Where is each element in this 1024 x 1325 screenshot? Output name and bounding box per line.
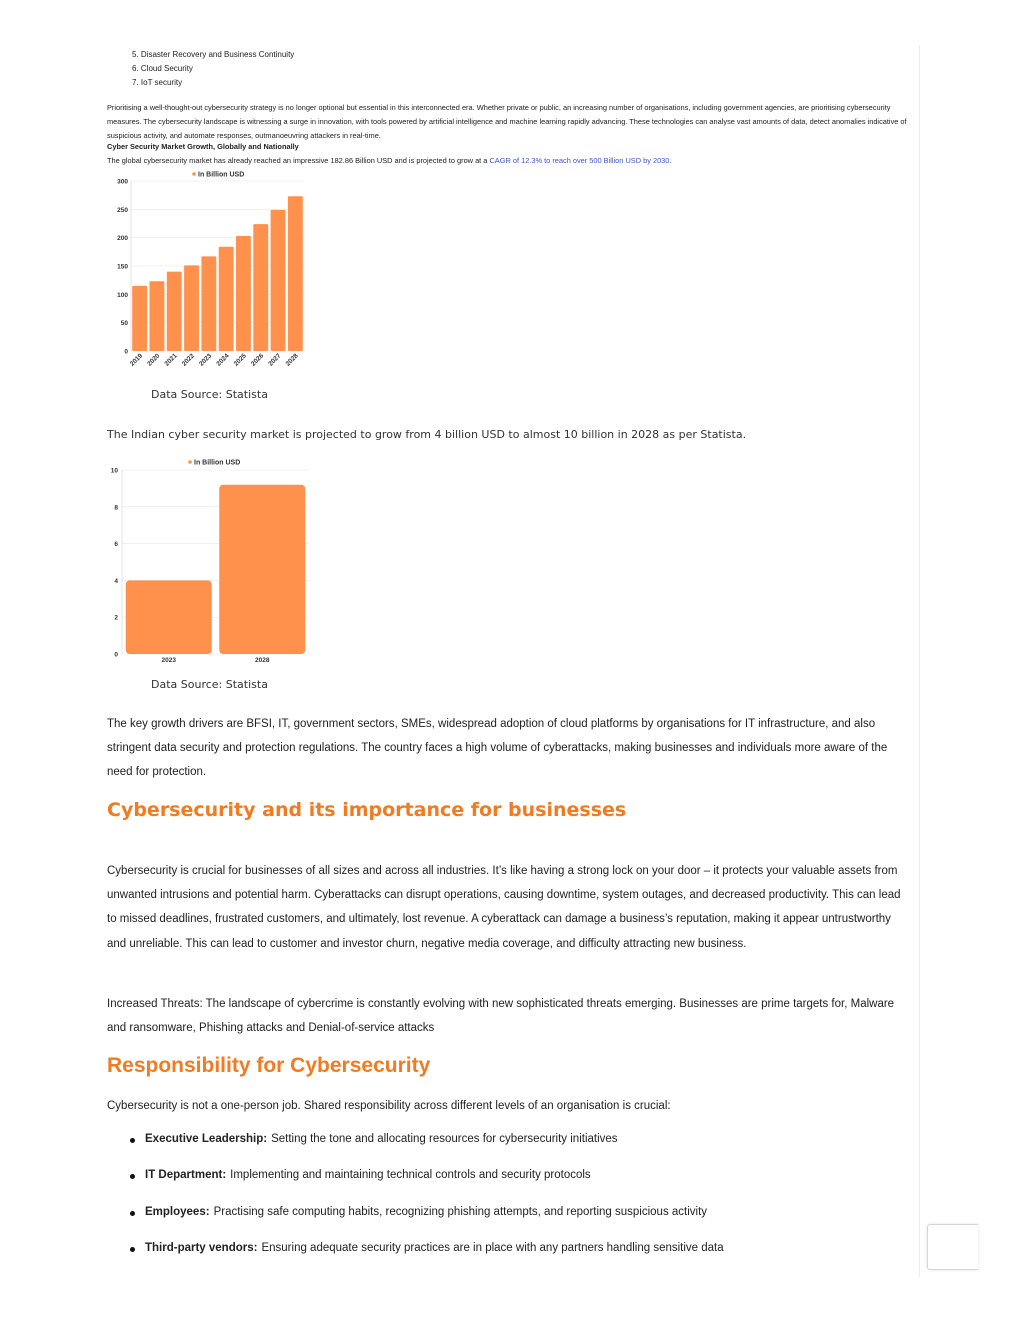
growth-drivers-paragraph: The key growth drivers are BFSI, IT, government sectors, SMEs, widespread adoption of cloud platforms by organisations for IT infrastructure, and also stringent data security and protection regulations. The country faces a high volume of cyberattacks, making businesses and individuals more aware of the need for protection. (107, 718, 888, 779)
responsibility-intro: Cybersecurity is not a one-person job. Shared responsibility across different levels of an organisation is crucial: (107, 1100, 671, 1112)
responsibility-list (128, 1133, 724, 1278)
item-title: Executive Leadership: (145, 1133, 268, 1145)
x-tick-label: 2019 (128, 352, 145, 368)
x-tick-label: 2028 (284, 352, 300, 368)
list-item (128, 1206, 724, 1242)
y-tick-label: 0 (114, 651, 118, 659)
list-item: 6. Cloud Security (132, 64, 193, 73)
item-text: Implementing and maintaining technical controls and security protocols (230, 1169, 591, 1182)
market-text-prefix: The global cybersecurity market has already reached an impressive 182.86 Billion USD and is projected to grow at a (107, 156, 490, 165)
x-tick-label: 2022 (180, 352, 196, 368)
intro-list (132, 48, 294, 90)
y-tick-label: 6 (114, 541, 118, 549)
bullet-icon (130, 1211, 135, 1216)
market-text (107, 156, 671, 166)
item-text: Ensuring adequate security practices are in place with any partners handling sensitive data (261, 1241, 724, 1254)
bar (150, 281, 165, 351)
y-tick-label: 200 (117, 235, 128, 243)
india-market-chart-svg (107, 453, 312, 668)
bullet-icon (130, 1138, 135, 1143)
x-tick-label: 2027 (267, 352, 283, 368)
list-item: 7. IoT security (132, 78, 183, 87)
data-source-caption: Data Source: Statista (151, 388, 268, 401)
importance-heading: Cybersecurity and its importance for businesses (107, 799, 627, 821)
list-item (128, 1169, 724, 1205)
list-item: 5. Disaster Recovery and Business Continuity (132, 50, 295, 59)
market-heading: Cyber Security Market Growth, Globally and Nationally (107, 142, 299, 151)
india-paragraph: The Indian cyber security market is projected to grow from 4 billion USD to almost 10 billion in 2028 as per Statista. (107, 428, 747, 441)
india-market-chart (107, 453, 312, 668)
bar (184, 265, 199, 351)
y-tick-label: 250 (117, 206, 128, 214)
cagr-link[interactable]: CAGR of 12.3% to reach over 500 Billion USD by 2030 (489, 156, 670, 165)
threats-paragraph: Increased Threats: The landscape of cybercrime is constantly evolving with new sophisticated threats emerging. Businesses are prime targets for, Malware and ransomware, Phishing attacks and Denial-of-service attacks (107, 998, 895, 1035)
bullet-icon (130, 1247, 135, 1252)
bar (132, 286, 147, 351)
item-title: IT Department: (145, 1169, 227, 1182)
y-tick-label: 8 (114, 504, 118, 512)
item-title: Third-party vendors: (145, 1241, 258, 1254)
item-text: Practising safe computing habits, recognizing phishing attempts, and reporting suspicious activity (213, 1205, 708, 1218)
bar (201, 256, 216, 351)
y-tick-label: 10 (110, 467, 118, 475)
floating-widget[interactable] (927, 1224, 978, 1270)
x-tick-label: 2028 (255, 657, 270, 664)
legend-label: In Billion USD (198, 171, 245, 179)
global-market-chart-svg (107, 166, 312, 378)
y-tick-label: 300 (117, 178, 128, 186)
bar (219, 485, 305, 654)
y-tick-label: 0 (124, 348, 128, 356)
item-text: Setting the tone and allocating resources for cybersecurity initiatives (271, 1133, 618, 1145)
data-source-caption: Data Source: Statista (151, 678, 268, 691)
bar (126, 580, 212, 654)
x-tick-label: 2020 (146, 352, 162, 368)
x-tick-label: 2024 (215, 352, 231, 368)
responsibility-heading: Responsibility for Cybersecurity (107, 1054, 431, 1077)
importance-paragraph: Cybersecurity is crucial for businesses of all sizes and across all industries. It’s like having a strong lock on your door – it protects your valuable assets from unwanted intrusions and potential harm. Cyberattacks can disrupt operations, causing downtime, system outages, and decreased productivity. This can lead to missed deadlines, frustrated customers, and ultimately, lost revenue. A cyberattack can damage a business’s reputation, making it appear untrustworthy and unreliable. This can lead to customer and investor churn, negative media coverage, and difficulty attracting new business. (107, 865, 901, 950)
legend-marker (188, 460, 192, 464)
x-tick-label: 2021 (163, 352, 179, 368)
y-tick-label: 150 (117, 263, 128, 271)
x-tick-label: 2023 (161, 657, 176, 664)
market-text-suffix: . (669, 156, 672, 165)
content-divider (919, 45, 920, 1277)
bar (271, 210, 286, 351)
x-tick-label: 2025 (232, 352, 248, 368)
list-item (128, 1242, 724, 1278)
bar (236, 236, 251, 351)
y-tick-label: 2 (114, 614, 118, 622)
bar (167, 272, 182, 351)
x-tick-label: 2023 (198, 352, 214, 368)
legend-label: In Billion USD (194, 459, 241, 467)
list-item (128, 1133, 724, 1169)
global-market-chart (107, 166, 312, 378)
legend-marker (192, 172, 196, 176)
intro-paragraph: Prioritising a well-thought-out cybersecurity strategy is no longer optional but essential in this interconnected era. Whether private or public, an increasing number of organisations, including government agencies, are prioritising cybersecurity measures. The cybersecurity landscape is witnessing a surge in innovation, with tools powered by artificial intelligence and machine learning rapidly advancing. These technologies can analyse vast amounts of data, detect anomalies indicative of suspicious activity, and automate responses, outmanoeuvring attackers in real-time. (107, 103, 907, 140)
bar (253, 224, 268, 351)
item-title: Employees: (145, 1205, 210, 1218)
bar (288, 196, 303, 351)
x-tick-label: 2026 (249, 352, 266, 368)
y-tick-label: 100 (117, 291, 128, 299)
y-tick-label: 4 (114, 577, 118, 585)
bar (219, 247, 234, 351)
bullet-icon (130, 1174, 135, 1179)
y-tick-label: 50 (120, 320, 128, 328)
